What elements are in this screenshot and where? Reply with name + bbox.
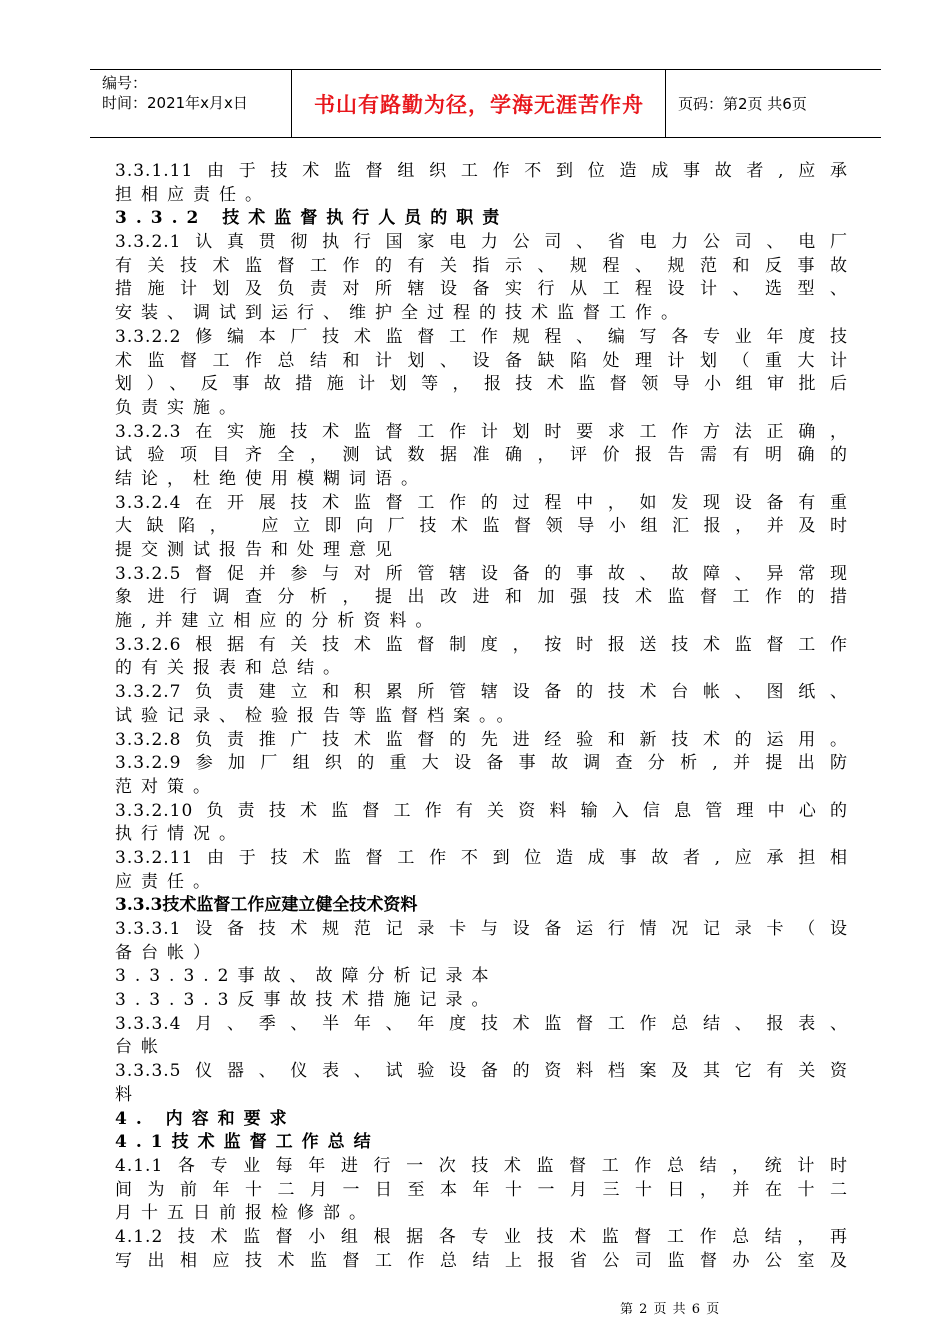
text-line: 3.3.3.2事故、故障分析记录本 <box>115 966 498 987</box>
text-line: 3.3.2.1认真贯彻执行国家电力公司、省电力公司、电厂 <box>115 232 848 253</box>
text-line: 3.3.2.2修编本厂技术监督工作规程、编写各专业年度技 <box>115 326 848 347</box>
text-line: 提交测试报告和处理意见 <box>115 540 401 560</box>
text-line: 应责任。 <box>115 871 219 892</box>
text-line: 施,并建立相应的分析资料。 <box>115 611 442 632</box>
text-line: 3.3.3.5仪器、仪表、试验设备的资料档案及其它有关资 <box>115 1061 848 1082</box>
page-header <box>90 69 881 138</box>
text-line: 3.3.3.1设备技术规范记录卡与设备运行情况记录卡（设 <box>115 919 848 939</box>
text-line: 3.3.2.10负责技术监督工作有关资料输入信息管理中心的 <box>115 800 848 821</box>
text-line: 3.3.2.4在开展技术监督工作的过程中，如发现设备有重 <box>115 492 848 513</box>
time-label: 时间：2021年x月x日 <box>102 94 248 112</box>
text-line: 3.3.2.11由于技术监督工作不到位造成事故者,应承担相 <box>115 847 848 868</box>
text-line: 4.1.1各专业每年进行一次技术监督工作总结，统计时 <box>115 1155 848 1176</box>
header-meta <box>90 70 292 137</box>
text-line: 措施计划及负责对所辖设备实行从工程设计、选型、 <box>115 279 848 300</box>
text-line: 写出相应技术监督工作总结上报省公司监督办公室及 <box>115 1250 848 1271</box>
text-line: 3.3.2 技术监督执行人员的职责 <box>115 208 509 229</box>
text-line: 执行情况。 <box>115 824 245 845</box>
text-line: 3.3.2.9参加厂组织的重大设备事故调查分析,并提出防 <box>115 753 848 774</box>
text-line: 术监督工作总结和计划、设备缺陷处理计划（重大计 <box>115 350 848 371</box>
text-line: 安装、调试到运行、维护全过程的技术监督工作。 <box>115 303 687 324</box>
text-line: 3.3.2.8负责推广技术监督的先进经验和新技术的运用。 <box>115 729 848 750</box>
text-line: 4.1.2技术监督小组根据各专业技术监督工作总结，再 <box>115 1226 848 1247</box>
text-line: 3.3.1.11由于技术监督组织工作不到位造成事故者,应承 <box>115 161 848 181</box>
text-line: 大缺陷， 应立即向厂技术监督领导小组汇报，并及时 <box>115 516 848 537</box>
text-line: 试验项目齐全，测试数据准确，评价报告需有明确的 <box>115 445 848 466</box>
text-line: 3.3.3.3反事故技术措施记录。 <box>115 990 498 1011</box>
text-line: 3.3.2.6根据有关技术监督制度，按时报送技术监督工作 <box>115 634 848 655</box>
header-page-info: 页码：第2页 共6页 <box>678 95 807 113</box>
text-line: 试验记录、检验报告等监督档案。。 <box>115 705 523 726</box>
text-line: 间为前年十二月一日至本年十一月三十日，并在十二 <box>115 1179 848 1200</box>
text-line: 月十五日前报检修部。 <box>115 1203 375 1224</box>
text-line: 3.3.3.4月、季、半年、年度技术监督工作总结、报表、 <box>115 1013 848 1034</box>
text-line: 划）、反事故措施计划等，报技术监督领导小组审批后 <box>115 374 848 395</box>
text-line: 备台帐） <box>115 942 219 963</box>
text-line: 4.1技术监督工作总结 <box>115 1132 380 1153</box>
text-line: 3.3.2.7负责建立和积累所管辖设备的技术台帐、图纸、 <box>115 682 848 703</box>
text-line: 负责实施。 <box>115 397 245 418</box>
text-line: 有关技术监督工作的有关指示、规程、规范和反事故 <box>115 255 848 276</box>
text-line: 担相应责任。 <box>115 184 271 205</box>
text-line: 3.3.2.3在实施技术监督工作计划时要求工作方法正确， <box>115 421 848 442</box>
text-line: 4. 内容和要求 <box>115 1108 296 1129</box>
number-label: 编号： <box>102 74 148 92</box>
text-line: 范对策。 <box>115 776 219 797</box>
text-line: 3.3.2.5督促并参与对所管辖设备的事故、故障、异常现 <box>115 563 848 584</box>
text-line: 台帐 <box>115 1037 167 1058</box>
text-line: 料 <box>115 1084 141 1105</box>
text-line: 3.3.3技术监督工作应建立健全技术资料 <box>115 895 418 916</box>
text-line: 象进行调查分析，提出改进和加强技术监督工作的措 <box>115 587 848 608</box>
text-line: 的有关报表和总结。 <box>115 658 349 679</box>
text-line: 结论，杜绝使用模糊词语。 <box>115 468 427 489</box>
document-body <box>115 160 848 1273</box>
page-footer: 第 2 页 共 6 页 <box>620 1302 721 1317</box>
header-motto: 书山有路勤为径，学海无涯苦作舟 <box>293 70 666 137</box>
